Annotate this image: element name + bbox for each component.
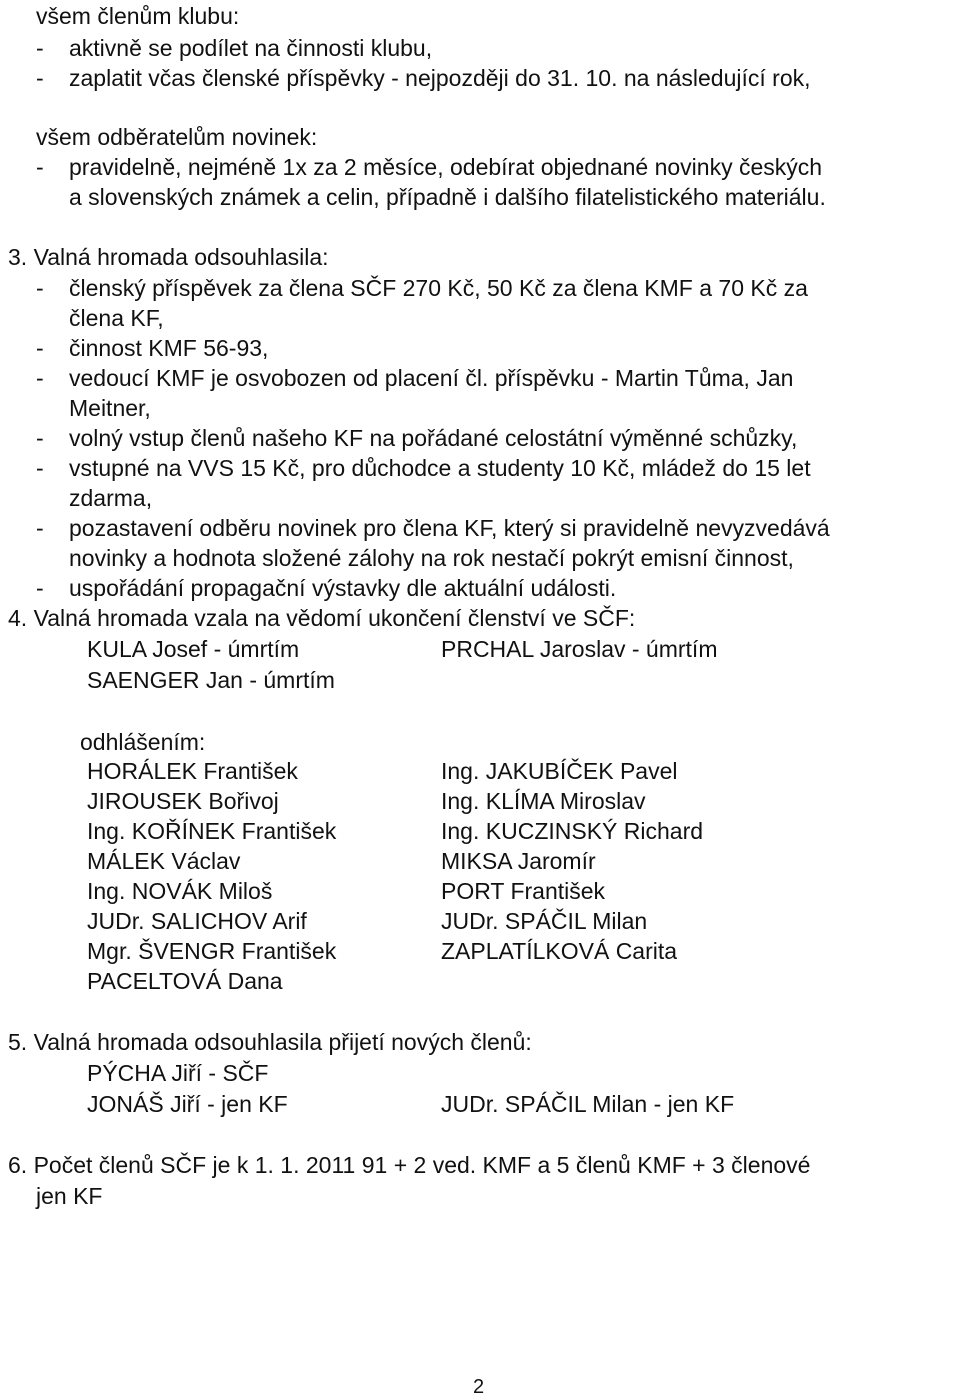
- list-dash: -: [36, 515, 44, 541]
- member-right: Ing. KLÍMA Miroslav: [441, 788, 646, 814]
- section-3-heading: 3. Valná hromada odsouhlasila:: [8, 244, 329, 270]
- list-item-text: Meitner,: [69, 395, 151, 421]
- list-item-text: zdarma,: [69, 485, 153, 511]
- logout-label: odhlášením:: [80, 729, 206, 755]
- list-dash: -: [36, 275, 44, 301]
- member-right: Ing. JAKUBÍČEK Pavel: [441, 758, 678, 784]
- member-left: JIROUSEK Bořivoj: [87, 788, 279, 814]
- list-item-text: volný vstup členů našeho KF na pořádané celostátní výměnné schůzky,: [69, 425, 798, 451]
- list-item-text: novinky a hodnota složené zálohy na rok nestačí pokrýt emisní činnost,: [69, 545, 794, 571]
- list-dash: -: [36, 35, 44, 61]
- list-dash: -: [36, 65, 44, 91]
- list-item-text: vstupné na VVS 15 Kč, pro důchodce a studenty 10 Kč, mládež do 15 let: [69, 455, 811, 481]
- list-item-text: členský příspěvek za člena SČF 270 Kč, 50 Kč za člena KMF a 70 Kč za: [69, 275, 808, 301]
- section-5-heading: 5. Valná hromada odsouhlasila přijetí nových členů:: [8, 1029, 532, 1055]
- member-left: Ing. KOŘÍNEK František: [87, 818, 337, 844]
- member-right: ZAPLATÍLKOVÁ Carita: [441, 938, 678, 964]
- member-left: HORÁLEK František: [87, 758, 298, 784]
- member-right: Ing. KUCZINSKÝ Richard: [441, 818, 704, 844]
- list-item-text: pozastavení odběru novinek pro člena KF, který si pravidelně nevyzvedává: [69, 515, 830, 541]
- list-item-text: vedoucí KMF je osvobozen od placení čl. příspěvku - Martin Tůma, Jan: [69, 365, 794, 391]
- new-member: PÝCHA Jiří - SČF: [87, 1060, 269, 1086]
- list-dash: -: [36, 154, 44, 180]
- death-entry: SAENGER Jan - úmrtím: [87, 667, 335, 693]
- page-number: 2: [473, 1376, 485, 1398]
- member-left: Ing. NOVÁK Miloš: [87, 878, 273, 904]
- list-item-text: aktivně se podílet na činnosti klubu,: [69, 35, 433, 61]
- new-member: JONÁŠ Jiří - jen KF: [87, 1091, 288, 1117]
- member-left: MÁLEK Václav: [87, 848, 241, 874]
- list-dash: -: [36, 455, 44, 481]
- list-item-text: činnost KMF 56-93,: [69, 335, 269, 361]
- death-entry: PRCHAL Jaroslav - úmrtím: [441, 636, 718, 662]
- new-member: JUDr. SPÁČIL Milan - jen KF: [441, 1091, 735, 1117]
- list-dash: -: [36, 575, 44, 601]
- section-4-heading: 4. Valná hromada vzala na vědomí ukončení členství ve SČF:: [8, 605, 636, 631]
- member-left: Mgr. ŠVENGR František: [87, 938, 337, 964]
- member-right: PORT František: [441, 878, 606, 904]
- section-6-text: jen KF: [36, 1183, 103, 1209]
- member-left: JUDr. SALICHOV Arif: [87, 908, 307, 934]
- members-duties-heading: všem členům klubu:: [36, 3, 240, 29]
- section-6-text: 6. Počet členů SČF je k 1. 1. 2011 91 + 2 ved. KMF a 5 členů KMF + 3 členové: [8, 1152, 811, 1178]
- list-item-text: a slovenských známek a celin, případně i dalšího filatelistického materiálu.: [69, 184, 826, 210]
- list-dash: -: [36, 335, 44, 361]
- list-dash: -: [36, 425, 44, 451]
- member-left: PACELTOVÁ Dana: [87, 968, 283, 994]
- list-dash: -: [36, 365, 44, 391]
- death-entry: KULA Josef - úmrtím: [87, 636, 300, 662]
- member-right: MIKSA Jaromír: [441, 848, 596, 874]
- list-item-text: člena KF,: [69, 305, 164, 331]
- member-right: JUDr. SPÁČIL Milan: [441, 908, 648, 934]
- subscribers-duties-heading: všem odběratelům novinek:: [36, 124, 318, 150]
- list-item-text: pravidelně, nejméně 1x za 2 měsíce, odebírat objednané novinky českých: [69, 154, 823, 180]
- list-item-text: uspořádání propagační výstavky dle aktuální události.: [69, 575, 617, 601]
- list-item-text: zaplatit včas členské příspěvky - nejpozději do 31. 10. na následující rok,: [69, 65, 811, 91]
